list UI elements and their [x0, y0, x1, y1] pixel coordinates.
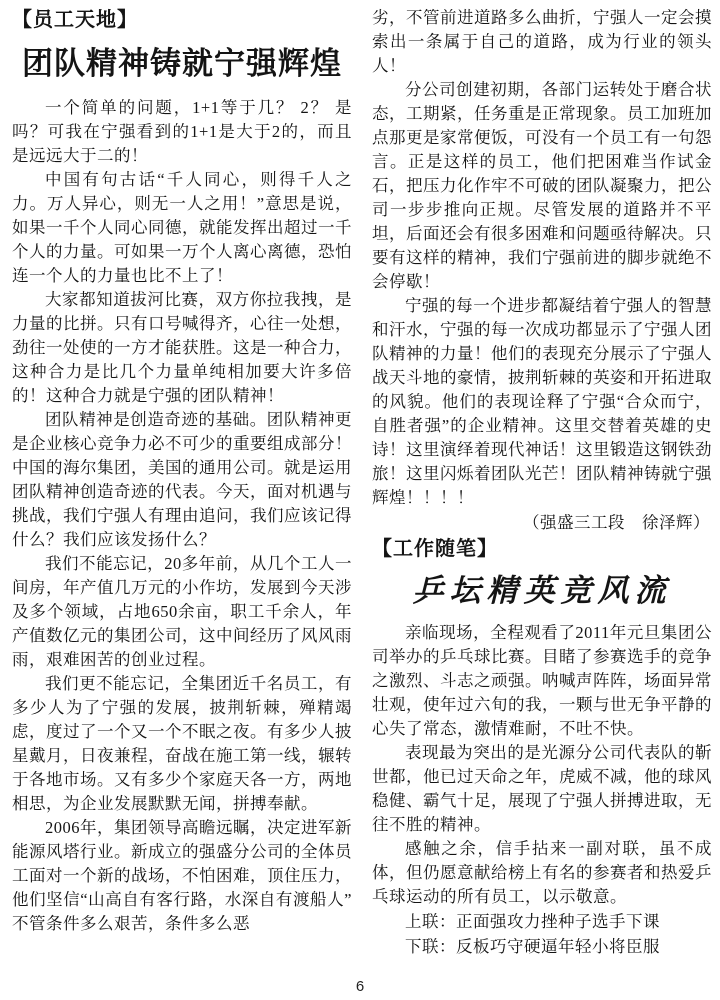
couplet-lower-line: 下联：反板巧守硬逼年轻小将臣服 [405, 937, 660, 956]
article1-author-signature: （强盛三工段 徐泽辉） [523, 513, 710, 532]
right-column [372, 6, 712, 1000]
paragraph: 亲临现场，全程观看了2011年元旦集团公司举办的乒乓球比赛。目睹了参赛选手的竞争之激烈、斗志之顽强。呐喊声阵阵，场面异常壮观，使年过六旬的我，一颗与世无争平静的心失了常态，激情难耐，不吐不快。 [372, 623, 712, 738]
paragraph: 分公司创建初期，各部门运转处于磨合状态，工期紧，任务重是正常现象。员工加班加点那更是家常便饭，可没有一个员工有一句怨言。正是这样的员工，他们把困难当作试金石，把压力化作牢不可破的团队凝聚力，把公司一步步推向正规。尽管发展的道路并不平坦，后面还会有很多困难和问题亟待解决。只要有这样的精神，我们宁强前进的脚步就绝不会停歇！ [372, 80, 712, 291]
page-number: 6 [355, 978, 365, 995]
article1-title: 团队精神铸就宁强辉煌 [22, 46, 342, 81]
couplet-upper-line: 上联：正面强攻力挫种子选手下课 [405, 912, 660, 931]
paragraph: 大家都知道拔河比赛，双方你拉我拽，是力量的比拼。只有口号喊得齐，心往一处想，劲往一处使的一方才能获胜。这是一种合力，这种合力是比几个力量单纯相加要大许多倍的！这种合力就是宁强的团队精神！ [12, 290, 352, 405]
paragraph-continuation: 劣，不管前进道路多么曲折，宁强人一定会摸索出一条属于自己的道路，成为行业的领头人！ [372, 8, 712, 75]
section-header-work-notes: 【工作随笔】 [372, 538, 498, 560]
paragraph: 团队精神是创造奇迹的基础。团队精神更是企业核心竞争力必不可少的重要组成部分！中国的海尔集团，美国的通用公司。就是运用团队精神创造奇迹的代表。今天，面对机遇与挑战，我们宁强人有理由追问，我们应该记得什么？我们应该发扬什么？ [12, 410, 352, 549]
paragraph: 宁强的每一个进步都凝结着宁强人的智慧和汗水，宁强的每一次成功都显示了宁强人团队精神的力量！他们的表现充分展示了宁强人战天斗地的豪情，披荆斩棘的英姿和开拓进取的风貌。他们的表现诠释了宁强“合众而宁，自胜者强”的企业精神。这里交替着英雄的史诗！这里演绎着现代神话！这里锻造这钢铁劲旅！这里闪烁着团队光芒！团队精神铸就宁强辉煌！！！！ [372, 296, 712, 507]
paragraph: 2006年，集团领导高瞻远瞩，决定进军新能源风塔行业。新成立的强盛分公司的全体员工面对一个新的战场，不怕困难，顶住压力，他们坚信“山高自有客行路，水深自有渡船人”不管条件多么艰苦，条件多么恶 [12, 818, 352, 933]
paragraph: 我们不能忘记，20多年前，从几个工人一间房，年产值几万元的小作坊，发展到今天涉及多个领域，占地650余亩，职工千余人，年产值数亿元的集团公司，这中间经历了风风雨雨，艰难困苦的创业过程。 [12, 554, 352, 669]
paragraph: 一个简单的问题，1+1等于几？ 2？ 是吗？可我在宁强看到的1+1是大于2的，而且是远远大于二的！ [12, 98, 352, 165]
section-header-employee-world: 【员工天地】 [12, 9, 138, 31]
paragraph: 我们更不能忘记，全集团近千名员工，有多少人为了宁强的发展，披荆斩棘，殚精竭虑，度过了一个又一个不眠之夜。有多少人披星戴月，日夜兼程，奋战在施工第一线，辗转于各地市场。又有多少个家庭天各一方，两地相思，为企业发展默默无闻，拼搏奉献。 [12, 674, 352, 813]
paragraph: 感触之余，信手拈来一副对联，虽不成体，但仍愿意献给榜上有名的参赛者和热爱乒乓球运动的所有员工，以示敬意。 [372, 839, 712, 906]
left-column [12, 6, 352, 1000]
article2-title: 乒坛精英竞风流 [412, 573, 672, 608]
paragraph: 中国有句古话“千人同心，则得千人之力。万人异心，则无一人之用！”意思是说，如果一千个人同心同德，就能发挥出超过一千个人的力量。可如果一万个人离心离德，恐怕连一个人的力量也比不上了！ [12, 170, 352, 285]
paragraph: 表现最为突出的是光源分公司代表队的靳世都，他已过天命之年，虎威不减，他的球风稳健、霸气十足，展现了宁强人拼搏进取，无往不胜的精神。 [372, 743, 712, 834]
